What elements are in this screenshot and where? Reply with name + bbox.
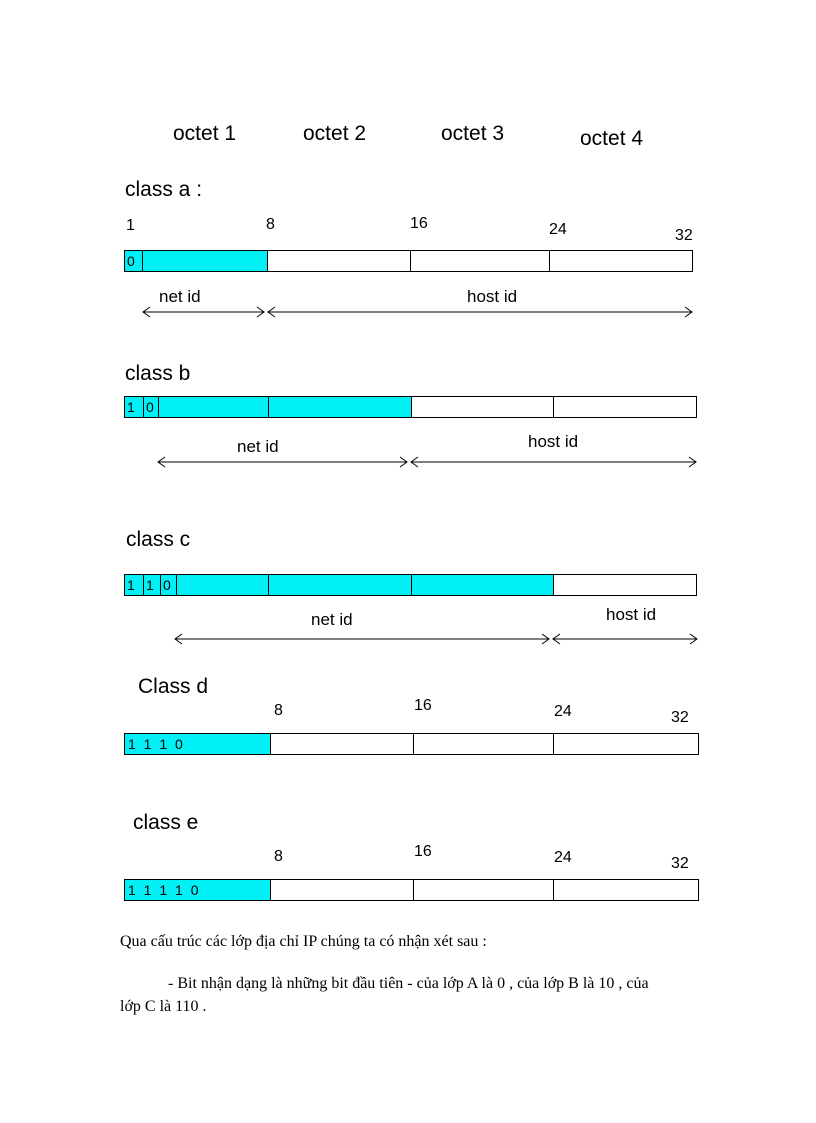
class-b-host-arrow [411,457,696,467]
class-e-tick-8: 8 [274,848,283,865]
class-a-net-arrow [143,307,264,317]
class-e-title: class e [133,811,199,834]
octet-4-label: octet 4 [580,127,644,150]
octet-1-label: octet 1 [173,122,237,145]
class-b-bit-2: 0 [143,397,159,417]
class-c-bit-1: 1 [127,577,135,593]
class-a-net-id-label: net id [159,287,201,306]
class-e-bits: 1 1 1 1 0 [128,882,201,898]
class-c-bit-3: 0 [160,575,177,595]
class-e-tick-24: 24 [554,849,572,866]
class-b-net-id-label: net id [237,437,279,456]
octet-3-label: octet 3 [441,122,505,145]
class-a-title: class a : [125,178,203,201]
class-e-tick-32: 32 [671,855,689,872]
class-d-tick-16: 16 [414,697,432,714]
class-b-bit-1: 1 [127,399,135,415]
class-a-tick-8: 8 [266,216,275,233]
paragraph-2-line-1: - Bit nhận dạng là những bit đầu tiên - của lớp A là 0 , của lớp B là 10 , của [168,975,649,992]
class-a-tick-1: 1 [126,217,135,234]
class-c-bit-2: 1 [143,575,160,595]
class-c-host-id-label: host id [606,605,657,624]
class-d-title: Class d [138,675,209,698]
class-b-host-id-label: host id [528,432,579,451]
class-c-net-id-label: net id [311,610,353,629]
class-c-net-arrow [175,634,549,644]
class-c-title: class c [126,528,191,551]
class-a-host-id-label: host id [467,287,518,306]
class-b-net-arrow [158,457,407,467]
class-a-tick-24: 24 [549,221,567,238]
class-a-bit: 0 [125,251,143,271]
class-e-tick-16: 16 [414,843,432,860]
class-d-tick-32: 32 [671,709,689,726]
class-a-tick-32: 32 [675,227,693,244]
class-a-tick-16: 16 [410,215,428,232]
class-c-host-arrow [553,634,697,644]
class-d-tick-24: 24 [554,703,572,720]
paragraph-2-line-2: lớp C là 110 . [120,998,207,1015]
class-d-bits: 1 1 1 0 [128,736,185,752]
class-b-title: class b [125,362,191,385]
octet-2-label: octet 2 [303,122,367,145]
paragraph-1: Qua cấu trúc các lớp địa chỉ IP chúng ta có nhận xét sau : [120,933,487,950]
class-a-host-arrow [268,307,692,317]
class-d-tick-8: 8 [274,702,283,719]
